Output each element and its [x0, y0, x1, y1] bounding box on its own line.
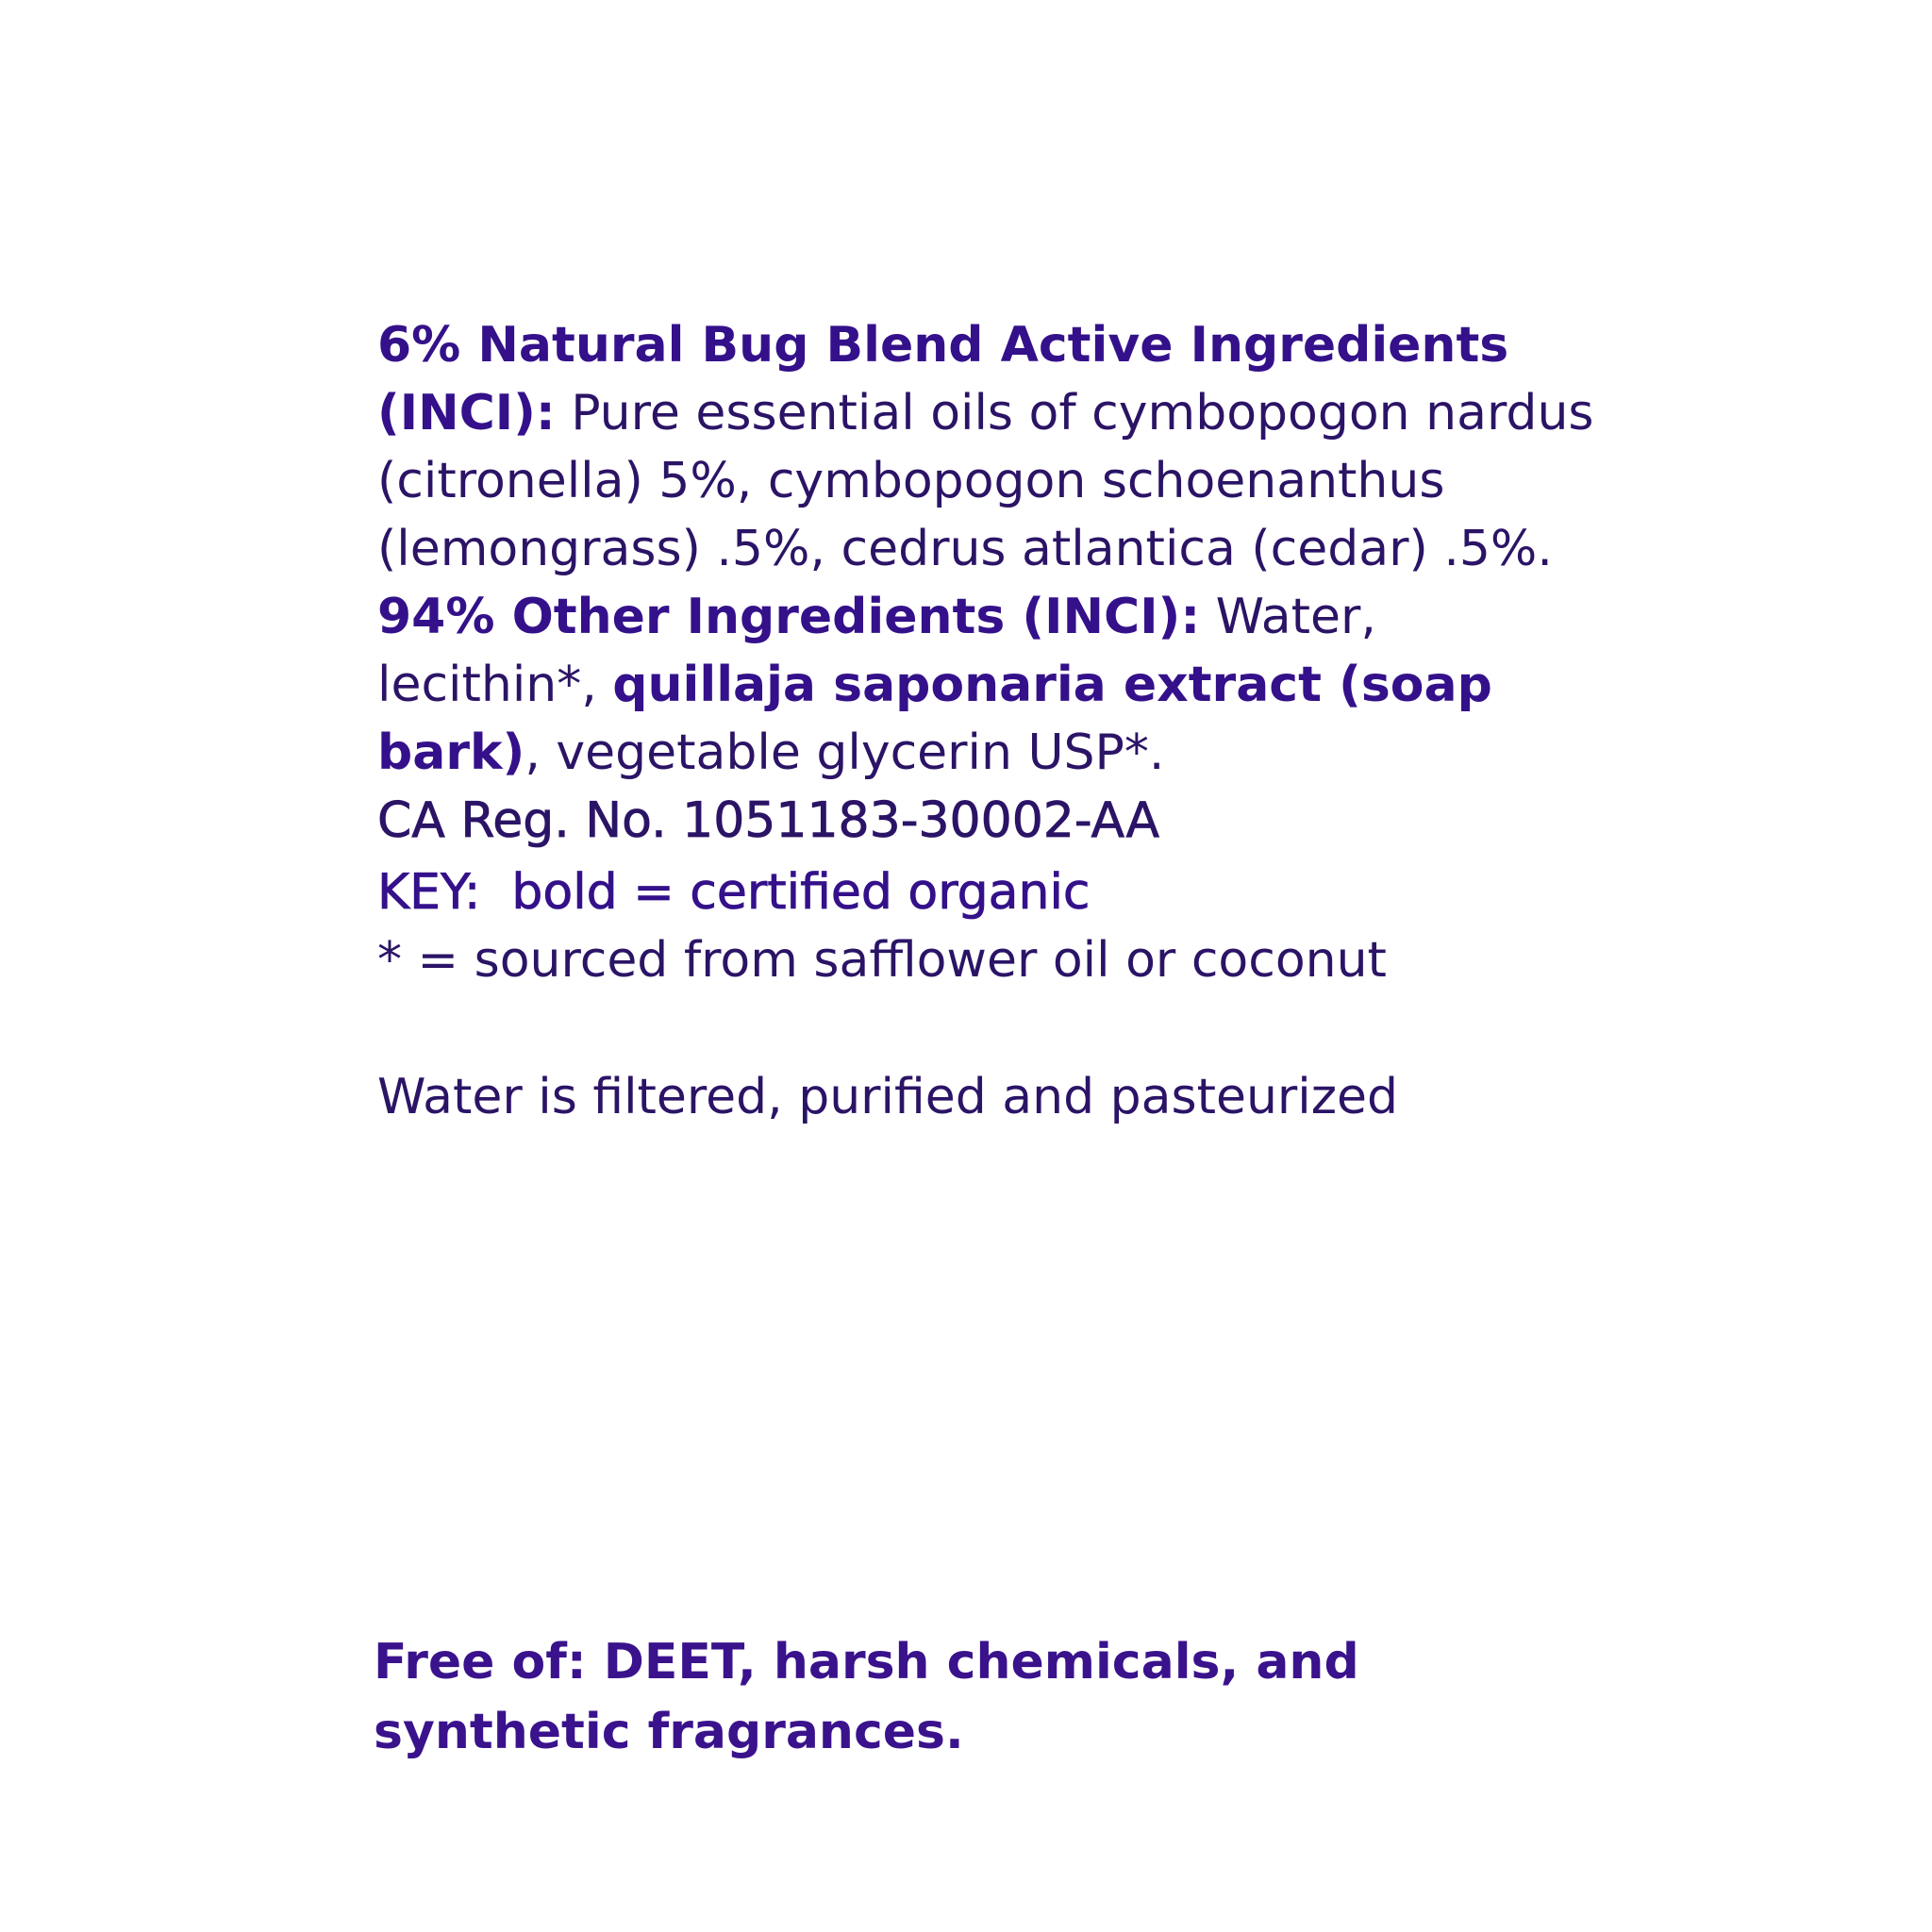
water-note: Water is filtered, purified and pasteurized: [377, 1069, 1399, 1125]
key-asterisk-definition: * = sourced from safflower oil or coconut: [377, 932, 1387, 989]
active-ingredients-text: Pure essential oils of cymbopogon nardus (citronella) 5%, cymbopogon schoenanthus (lemongrass) .5%, cedrus atlantica (cedar) .5%.: [377, 385, 1594, 577]
other-ingredients-text-2: , vegetable glycerin USP*.: [525, 724, 1165, 781]
registration-number: CA Reg. No. 1051183-30002-AA: [377, 792, 1160, 849]
ingredients-block: [377, 311, 1604, 855]
other-ingredients-text-1: Water, lecithin*,: [377, 589, 1376, 713]
free-of-statement: Free of: DEET, harsh chemicals, and synthetic fragrances.: [374, 1634, 1359, 1760]
key-legend: [377, 858, 1604, 994]
key-bold-definition: KEY: bold = certified organic: [377, 864, 1091, 921]
other-ingredients-organic: quillaja saponaria extract (soap bark): [377, 657, 1492, 781]
active-ingredients-heading: 6% Natural Bug Blend Active Ingredients (INCI):: [377, 317, 1509, 441]
other-ingredients-heading: 94% Other Ingredients (INCI):: [377, 589, 1201, 645]
